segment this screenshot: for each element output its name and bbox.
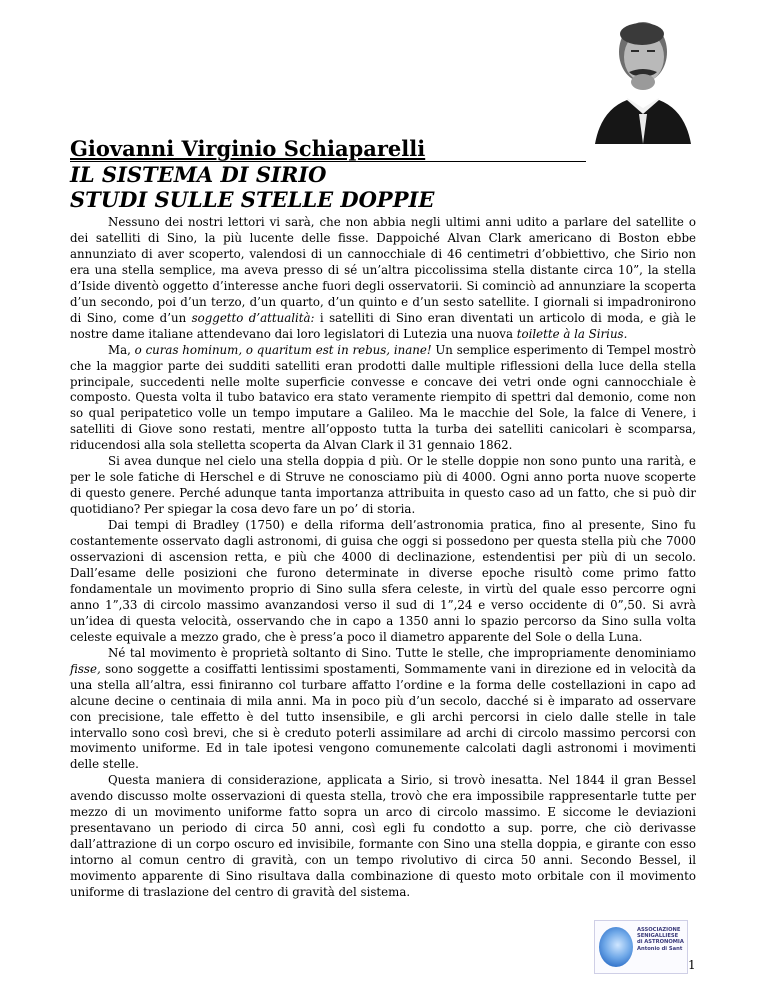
page-number: 1 (688, 958, 696, 972)
text-run: Ma, (108, 342, 135, 357)
article-body (70, 215, 696, 901)
document-header (70, 137, 590, 212)
text-run: Dai tempi di Bradley (1750) e della riforma dell’astronomia pratica, fino al presente, Sino fu costantemente osservato dagli astronomi, di guisa che oggi si possedono per questa stella più che 7000 osservazioni di ascension retta, e più che 4000 di declinazione, estendentisi per più di un secolo. Dall’esame delle posizioni che furono determinate in diverse epoche risultò come primo fatto fondamentale un movimento proprio di Sino sulla sfera celeste, in virtù del quale esso percorre ogni anno 1”,33 di circolo massimo avanzandosi verso il sud di 1”,24 e verso occidente di 0”,50. Si avrà un’idea di questa velocità, osservando che in capo a 1350 anni lo spazio percorso da Sino sulla volta celeste equivale a mezzo grado, che è press’a poco il diametro apparente del Sole o della Luna. (70, 518, 696, 644)
text-run: Si avea dunque nel cielo una stella doppia d più. Or le stelle doppie non sono punto una rarità, e per le sole fatiche di Herschel e di Struve ne conosciamo più di 4000. Ogni anno porta nuove scoperte di questo genere. Perché adunque tanta importanza attribuita in questo caso ad un fatto, che si può dir quotidiano? Per spiegar la cosa devo fare un po’ di storia. (70, 454, 696, 517)
logo-emblem-icon (599, 927, 633, 967)
paragraph-1 (70, 215, 696, 343)
title-line-2: STUDI SULLE STELLE DOPPIE (70, 187, 435, 212)
paragraph-3 (70, 454, 696, 518)
text-run: toilette à la Sirius. (516, 326, 628, 341)
paragraph-4 (70, 518, 696, 646)
text-run: sono soggette a cosiffatti lentissimi spostamenti, Sommamente vani in direzione ed in velocità da una stella all’altra, essi finiranno col turbare affatto l’ordine e la forma delle costellazioni in capo ad alcune decine o centinaia di mila anni. Ma in poco più d’un secolo, dacché si è imparato ad osservare con precisione, tale effetto è del tutto insensibile, e gli archi percorsi in cielo dalle stelle in tale intervallo sono così brevi, che si è creduto poterli assimilare ad archi di circolo massimo percorsi con movimento uniforme. Ed in tale ipotesi vengono comunemente calcolati dagli astronomi i movimenti delle stelle. (70, 661, 696, 772)
text-run: i satelliti di Sino eran diventati un articolo di moda, e già le nostre dame italiane attendevano dai loro legislatori di Lutezia una nuova (70, 310, 696, 341)
paragraph-2 (70, 343, 696, 455)
text-run: Questa maniera di considerazione, applicata a Sirio, si trovò inesatta. Nel 1844 il gran Bessel avendo discusso molte osservazioni di questa stella, trovò che era impossibile rappresentarle tutte per mezzo di un movimento uniforme fatto sopra un arco di circolo massimo. E siccome le deviazioni presentavano un periodo di circa 50 anni, così egli fu condotto a sup. porre, che ciò derivasse dall’attrazione di un corpo oscuro ed invisibile, formante con Sino una stella doppia, e girante con esso intorno al comun centro di gravità, con un tempo rivolutivo di circa 50 anni. Secondo Bessel, il movimento apparente di Sino risultava dalla combinazione di questo moto orbitale con il movimento uniforme di traslazione del centro di gravità del sistema. (70, 773, 696, 900)
text-run: o curas hominum, o quaritum est in rebus, inane! (134, 342, 432, 357)
title-line-1: IL SISTEMA DI SIRIO (70, 162, 327, 187)
author-name: Giovanni Virginio Schiaparelli (70, 137, 586, 162)
text-run: Un semplice esperimento di Tempel mostrò che la maggior parte dei sudditi satelliti eran prodotti dalle multiple riflessioni della luce della stella principale, succedenti nelle molte superficie convesse e concave dei vetri onde ogni cannocchiale è composto. Questa volta il tubo batavico era stato veramente riempito di spettri dal demonio, come non so qual peripatetico volle un tempo imputare a Galileo. Ma le macchie del Sole, la falce di Venere, i satelliti di Giove sono restati, mentre all’opposto tutta la turba dei satelliti canicolari è scomparsa, riducendosi alla sola stelletta scoperta da Alvan Clark il 31 gennaio 1862. (70, 342, 696, 453)
text-run: Né tal movimento è proprietà soltanto di Sino. Tutte le stelle, che impropriamente denominiamo (108, 645, 696, 660)
text-run: soggetto d’attualità: (191, 310, 315, 325)
paragraph-5 (70, 646, 696, 774)
text-run: Nessuno dei nostri lettori vi sarà, che non abbia negli ultimi anni udito a parlare del satellite o dei satelliti di Sino, la più lucente delle fisse. Dappoiché Alvan Clark americano di Boston ebbe annunziato di aver scoperto, valendosi di un cannocchiale di 46 centimetri d’obbiettivo, che Sirio non era una stella semplice, ma aveva presso di sé un’altra piccolissima stella distante circa 10”, la stella d’Iside diventò oggetto d’interesse anche fuori degli osservatorii. Si cominciò ad annunziare la scoperta d’un secondo, poi d’un terzo, d’un quarto, d’un quinto e d’un sesto satellite. I giornali si impadronirono di Sino, come d’un (70, 215, 696, 325)
author-portrait (587, 10, 695, 144)
association-logo (594, 920, 688, 974)
paragraph-6 (70, 773, 696, 901)
text-run: fisse, (70, 661, 101, 676)
logo-text: ASSOCIAZIONE SENIGALLIESE di ASTRONOMIA Antonio di Sant (637, 927, 684, 952)
